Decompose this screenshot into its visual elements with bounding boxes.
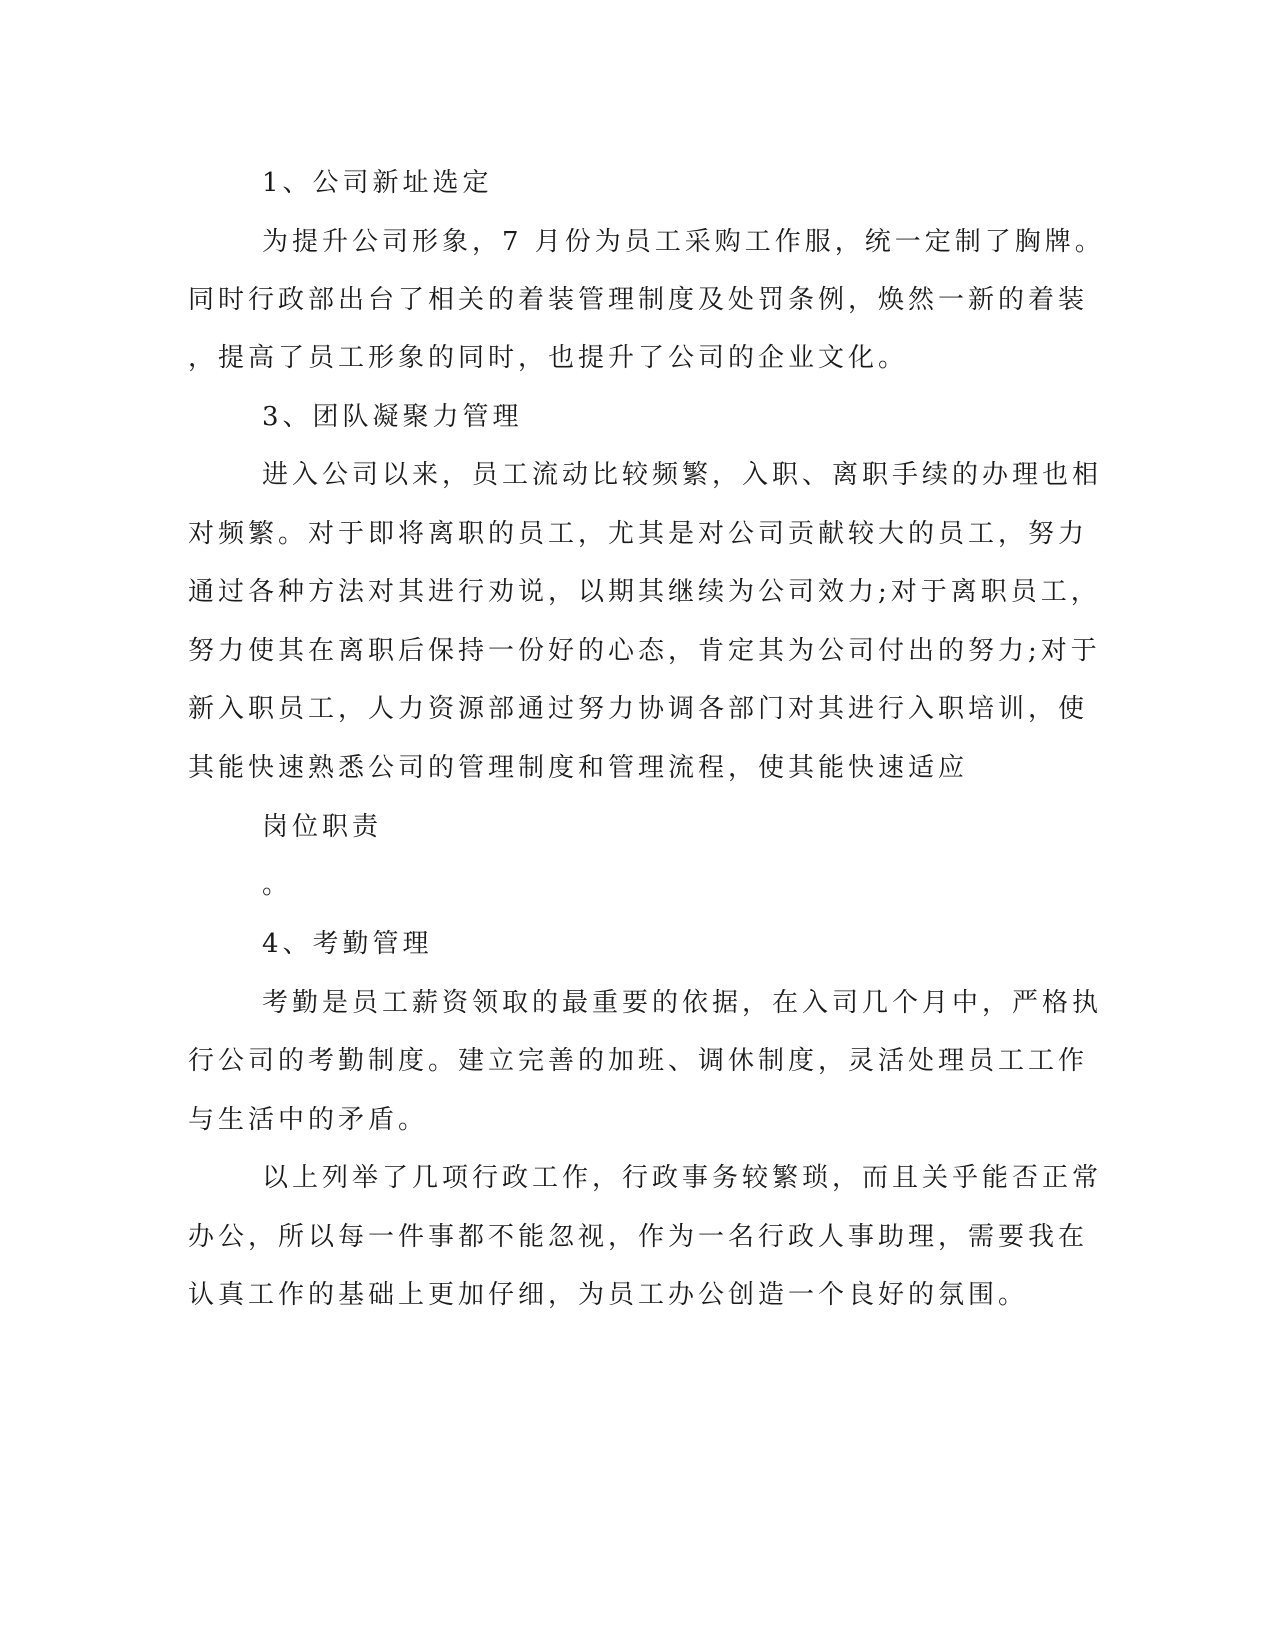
section-heading-attendance: 4、考勤管理 xyxy=(262,929,433,959)
paragraph-line: 其能快速熟悉公司的管理制度和管理流程，使其能快速适应 xyxy=(188,753,969,783)
paragraph-line: 对频繁。对于即将离职的员工，尤其是对公司贡献较大的员工，努力 xyxy=(188,519,1089,549)
paragraph-line: 办公，所以每一件事都不能忽视，作为一名行政人事助理，需要我在 xyxy=(188,1222,1089,1252)
paragraph-line: ，提高了员工形象的同时，也提升了公司的企业文化。 xyxy=(188,343,909,373)
paragraph-line: 岗位职责 xyxy=(262,812,383,842)
paragraph-line: 与生活中的矛盾。 xyxy=(188,1105,429,1135)
section-heading-office-site: 1、公司新址选定 xyxy=(262,168,493,198)
paragraph-line: 为提升公司形象，7 月份为员工采购工作服，统一定制了胸牌。 xyxy=(262,227,1105,257)
paragraph-line: 认真工作的基础上更加仔细，为员工办公创造一个良好的氛围。 xyxy=(188,1280,1029,1310)
paragraph-line: 以上列举了几项行政工作，行政事务较繁琐，而且关乎能否正常 xyxy=(262,1163,1103,1193)
paragraph-line: 考勤是员工薪资领取的最重要的依据，在入司几个月中，严格执 xyxy=(262,988,1103,1018)
paragraph-line: 。 xyxy=(262,870,293,900)
paragraph-line: 同时行政部出台了相关的着装管理制度及处罚条例，焕然一新的着装 xyxy=(188,285,1089,315)
section-heading-team-cohesion: 3、团队凝聚力管理 xyxy=(262,402,523,432)
paragraph-line: 努力使其在离职后保持一份好的心态，肯定其为公司付出的努力;对于 xyxy=(188,636,1101,666)
paragraph-line: 行公司的考勤制度。建立完善的加班、调休制度，灵活处理员工工作 xyxy=(188,1046,1089,1076)
paragraph-line: 进入公司以来，员工流动比较频繁，入职、离职手续的办理也相 xyxy=(262,460,1103,490)
paragraph-line: 通过各种方法对其进行劝说，以期其继续为公司效力;对于离职员工， xyxy=(188,577,1101,607)
paragraph-line: 新入职员工，人力资源部通过努力协调各部门对其进行入职培训，使 xyxy=(188,694,1089,724)
